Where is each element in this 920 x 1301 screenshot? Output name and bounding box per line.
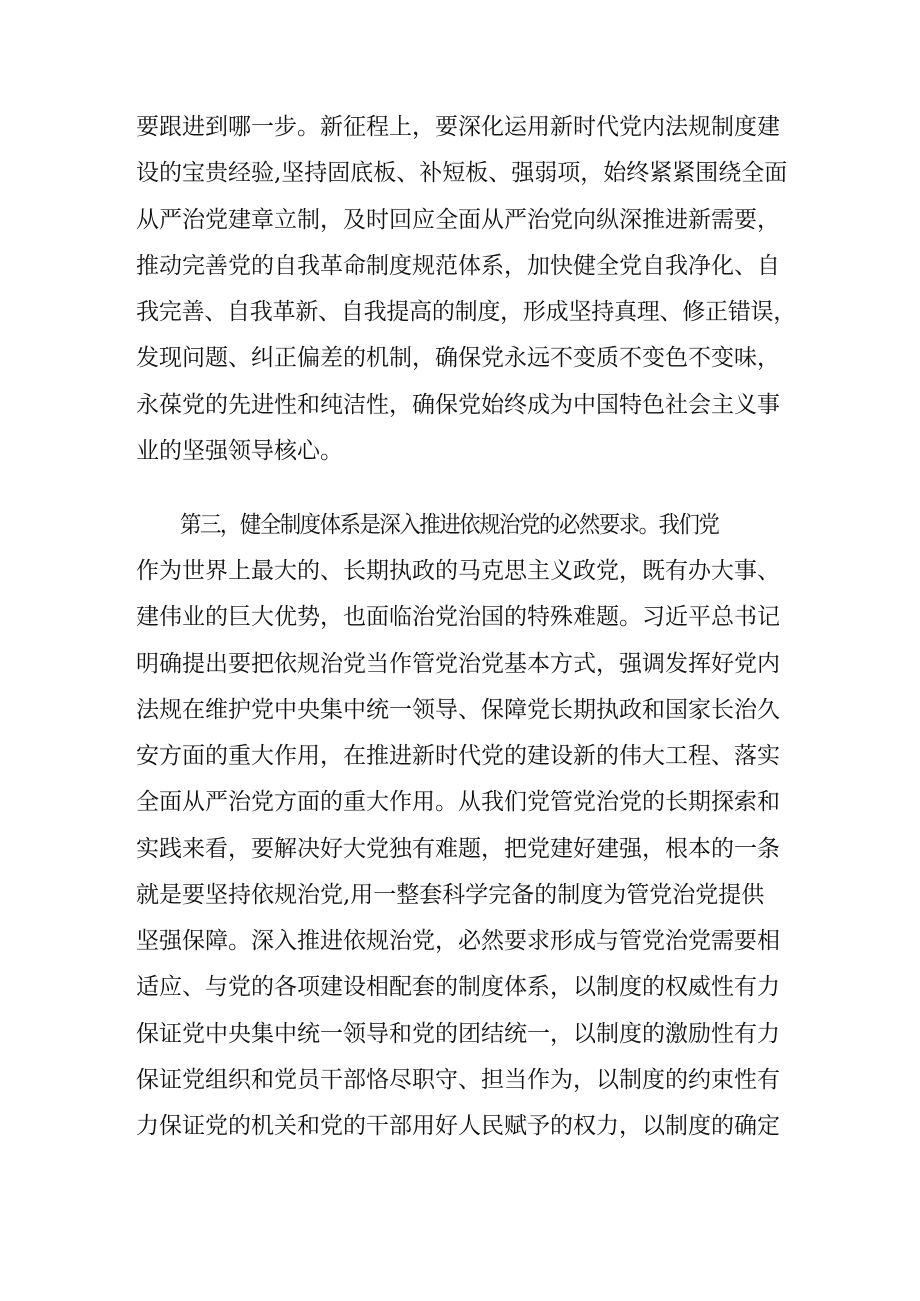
text-line: 力保证党的机关和党的干部用好人民赋予的权力，以制度的确定 xyxy=(136,1113,780,1139)
text-line: 明确提出要把依规治党当作管党治党基本方式，强调发挥好党内 xyxy=(136,651,780,677)
text-line: 推动完善党的自我革命制度规范体系，加快健全党自我净化、自 xyxy=(136,253,780,279)
text-line: 适应、与党的各项建设相配套的制度体系，以制度的权威性有力 xyxy=(136,974,780,1000)
text-line: 我完善、自我革新、自我提高的制度，形成坚持真理、修正错误， xyxy=(136,299,797,325)
text-line: 第三，健全制度体系是深入推进依规治党的必然要求。我们党 xyxy=(180,512,719,538)
text-line: 安方面的重大作用，在推进新时代党的建设新的伟大工程、落实 xyxy=(136,743,780,769)
text-line: 实践来看，要解决好大党独有难题，把党建好建强，根本的一条 xyxy=(136,836,780,862)
text-line: 从严治党建章立制，及时回应全面从严治党向纵深推进新需要， xyxy=(136,207,780,233)
text-line: 法规在维护党中央集中统一领导、保障党长期执政和国家长治久 xyxy=(136,697,780,723)
text-line: 保证党中央集中统一领导和党的团结统一，以制度的激励性有力 xyxy=(136,1021,780,1047)
text-line: 保证党组织和党员干部恪尽职守、担当作为，以制度的约束性有 xyxy=(136,1067,780,1093)
text-line: 就是要坚持依规治党,用一整套科学完备的制度为管党治党提供 xyxy=(136,882,765,908)
text-line: 全面从严治党方面的重大作用。从我们党管党治党的长期探索和 xyxy=(136,789,780,815)
text-line: 建伟业的巨大优势，也面临治党治国的特殊难题。习近平总书记 xyxy=(136,604,780,630)
text-line: 永葆党的先进性和纯洁性，确保党始终成为中国特色社会主义事 xyxy=(136,392,780,418)
text-line: 设的宝贵经验,坚持固底板、补短板、强弱项，始终紧紧围绕全面 xyxy=(136,160,788,186)
text-line: 坚强保障。深入推进依规治党，必然要求形成与管党治党需要相 xyxy=(136,928,780,954)
text-line: 作为世界上最大的、长期执政的马克思主义政党，既有办大事、 xyxy=(136,558,780,584)
text-line: 发现问题、纠正偏差的机制，确保党永远不变质不变色不变味， xyxy=(136,345,780,371)
text-line: 业的坚强领导核心。 xyxy=(136,438,343,464)
text-line: 要跟进到哪一步。新征程上，要深化运用新时代党内法规制度建 xyxy=(136,114,780,140)
